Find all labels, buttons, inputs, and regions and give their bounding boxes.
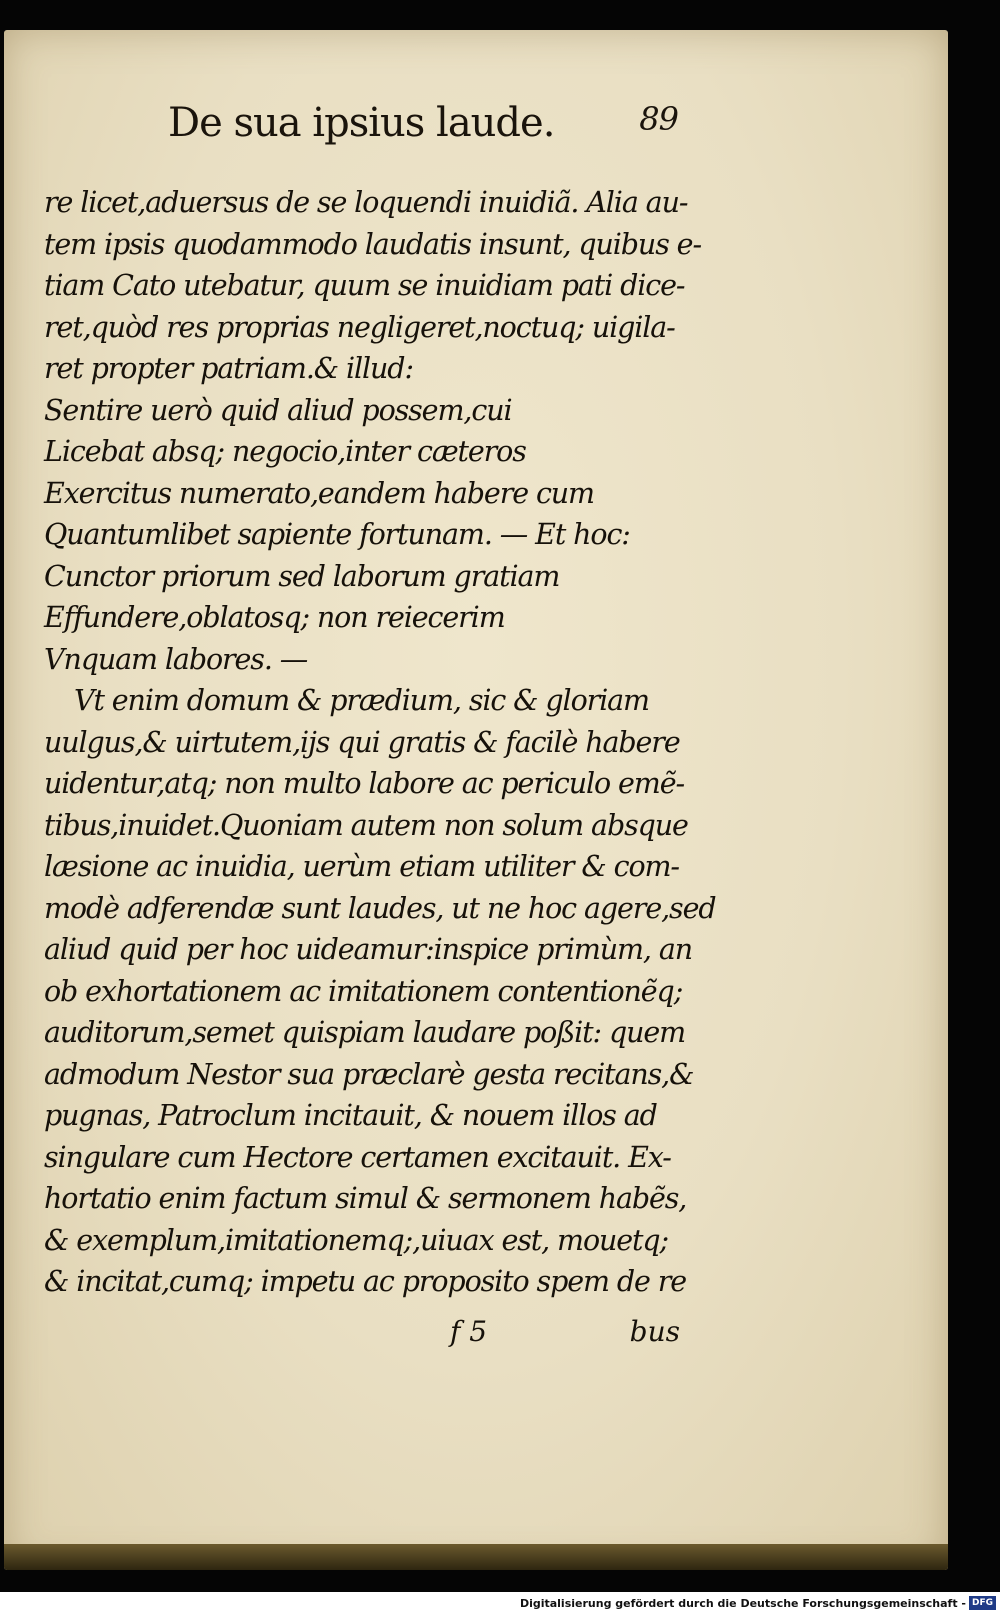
text-line: ob exhortationem ac imitationem contentionẽq; [44, 974, 683, 1008]
text-line: Licebat absq; negocio,inter cæteros [44, 435, 526, 468]
text-line: tiam Cato utebatur, quum se inuidiam pati dice- [44, 269, 685, 302]
body-text [44, 182, 716, 1303]
text-line: ret propter patriam.& illud: [44, 352, 413, 385]
text-line: Sentire uerò quid aliud possem,cui [44, 393, 512, 427]
text-line: uidentur,atq; non multo labore ac periculo emẽ- [44, 767, 684, 800]
text-line: Vnquam labores. — [44, 642, 308, 676]
credit-bar [0, 1592, 1000, 1615]
text-line: Vt enim domum & prædium, sic & gloriam [74, 684, 649, 717]
running-head [158, 100, 678, 150]
dfg-logo: DFG [969, 1596, 996, 1610]
text-line: Cunctor priorum sed laborum gratiam [44, 559, 560, 593]
text-line: ret,quòd res proprias negligeret,noctuq; uigila- [44, 310, 675, 344]
catchword: bus [629, 1315, 680, 1348]
text-line: tem ipsis quodammodo laudatis insunt, quibus e- [44, 227, 701, 261]
page-number: 89 [639, 100, 678, 138]
page-bottom-edge [4, 1544, 948, 1570]
text-line: Quantumlibet sapiente fortunam. — Et hoc: [44, 518, 630, 551]
text-line: modè adferendæ sunt laudes, ut ne hoc agere,sed [44, 891, 716, 925]
text-line: & incitat,cumq; impetu ac proposito spem de re [44, 1265, 687, 1298]
text-line: uulgus,& uirtutem,ijs qui gratis & facilè habere [44, 725, 680, 759]
text-line: pugnas, Patroclum incitauit, & nouem illos ad [44, 1099, 657, 1132]
text-line: aliud quid per hoc uideamur:inspice primùm, an [44, 933, 692, 966]
page-footer [450, 1315, 680, 1355]
text-line: læsione ac inuidia, uerùm etiam utiliter & com- [44, 850, 679, 883]
text-line: auditorum,semet quispiam laudare poßit: quem [44, 1016, 686, 1049]
credit-text: Digitalisierung gefördert durch die Deutsche Forschungsgemeinschaft - [519, 1597, 966, 1610]
text-line: Exercitus numerato,eandem habere cum [44, 476, 594, 510]
signature-mark: f 5 [450, 1315, 488, 1348]
text-line: tibus,inuidet.Quoniam autem non solum absque [44, 808, 688, 842]
text-line: & exemplum,imitationemq;,uiuax est, mouetq; [44, 1223, 669, 1257]
text-line: hortatio enim factum simul & sermonem habẽs, [44, 1182, 687, 1215]
text-line: admodum Nestor sua præclarè gesta recitans,& [44, 1057, 694, 1091]
text-line: singulare cum Hectore certamen excitauit. Ex- [44, 1140, 671, 1174]
text-line: Effundere,oblatosq; non reiecerim [44, 601, 505, 634]
page-title: De sua ipsius laude. [168, 100, 555, 146]
text-line: re licet,aduersus de se loquendi inuidiã. Alia au- [44, 186, 688, 219]
